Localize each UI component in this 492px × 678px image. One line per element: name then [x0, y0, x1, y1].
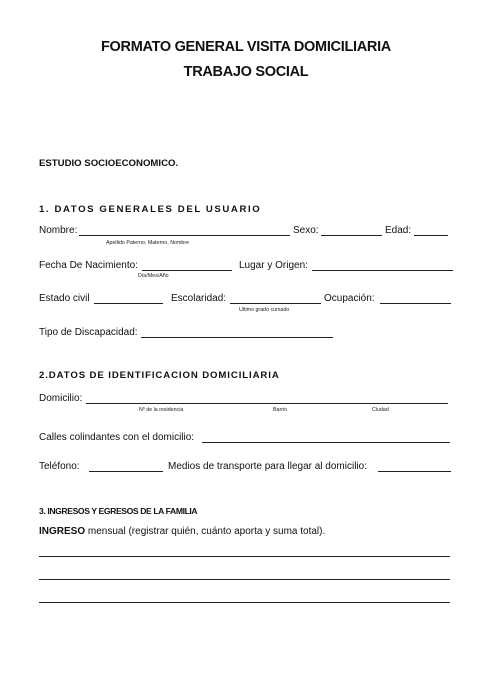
fecha-nacimiento-field[interactable] [142, 270, 232, 271]
form-title-line2: TRABAJO SOCIAL [183, 64, 309, 80]
form-title-line1: FORMATO GENERAL VISITA DOMICILIARIA [101, 39, 391, 55]
escolaridad-field[interactable] [230, 303, 321, 304]
ingreso-bold-label: INGRESO [39, 526, 86, 537]
sexo-field[interactable] [321, 235, 382, 236]
domicilio-hint-barrio: Barrio [273, 407, 288, 413]
discapacidad-label: Tipo de Discapacidad: [39, 327, 138, 338]
telefono-field[interactable] [89, 471, 163, 472]
lugar-origen-label: Lugar y Origen: [239, 260, 308, 271]
edad-field[interactable] [414, 235, 448, 236]
estado-civil-label: Estado civil [39, 293, 90, 304]
ingreso-line-2[interactable] [39, 579, 450, 580]
sexo-label: Sexo: [293, 225, 319, 236]
ingreso-line-1[interactable] [39, 556, 450, 557]
nombre-field[interactable] [79, 235, 290, 236]
lugar-origen-field[interactable] [312, 270, 453, 271]
ocupacion-field[interactable] [380, 303, 451, 304]
medios-transporte-label: Medios de transporte para llegar al domicilio: [168, 461, 367, 472]
section1-heading: 1. DATOS GENERALES DEL USUARIO [39, 204, 262, 215]
nombre-label: Nombre: [39, 225, 78, 236]
study-title: ESTUDIO SOCIOECONOMICO. [39, 158, 179, 169]
medios-transporte-field[interactable] [378, 471, 451, 472]
escolaridad-hint: Ultimo grado cursado [239, 307, 290, 313]
ingreso-line-3[interactable] [39, 602, 450, 603]
section3-heading: 3. INGRESOS Y EGRESOS DE LA FAMILIA [39, 506, 198, 516]
discapacidad-field[interactable] [141, 337, 333, 338]
nombre-hint: Apellido Paterno, Materno, Nombre [106, 240, 190, 246]
domicilio-hint-ciudad: Ciudad [372, 407, 389, 413]
section2-heading: 2.DATOS DE IDENTIFICACION DOMICILIARIA [39, 370, 280, 381]
fecha-nacimiento-label: Fecha De Nacimiento: [39, 260, 138, 271]
ingreso-instruction [39, 525, 325, 538]
edad-label: Edad: [385, 225, 412, 236]
domicilio-field[interactable] [86, 403, 448, 404]
ocupacion-label: Ocupación: [324, 293, 375, 304]
estado-civil-field[interactable] [94, 303, 163, 304]
calles-colindantes-field[interactable] [202, 442, 450, 443]
fecha-hint: Día/Mes/Año [138, 273, 169, 279]
escolaridad-label: Escolaridad: [171, 293, 227, 304]
ingreso-text: mensual (registrar quién, cuánto aporta y suma total). [85, 526, 326, 537]
calles-colindantes-label: Calles colindantes con el domicilio: [39, 432, 195, 443]
domicilio-hint-residencia: Nº de la residencia [139, 407, 184, 413]
domicilio-label: Domicilio: [39, 393, 83, 404]
telefono-label: Teléfono: [39, 461, 80, 472]
